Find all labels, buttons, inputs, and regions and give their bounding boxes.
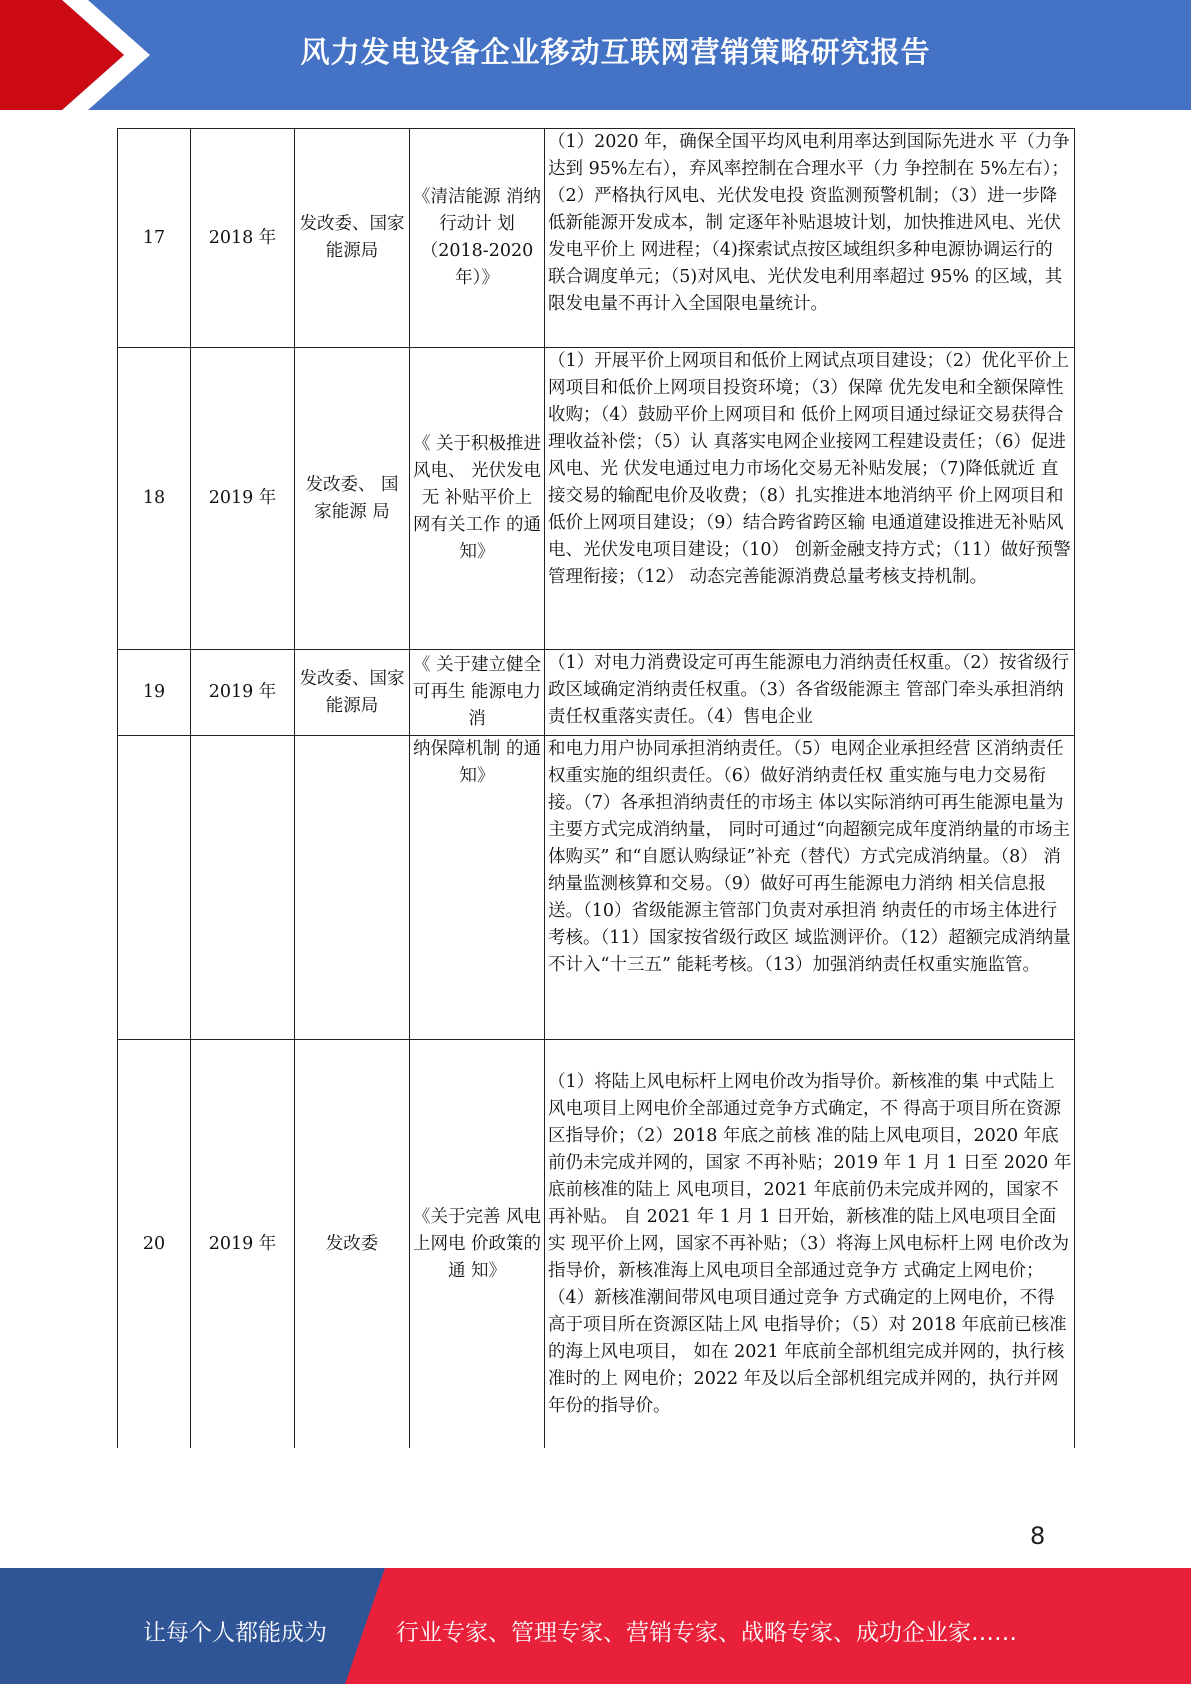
row-policy-title: 纳保障机制 的通知》	[410, 736, 545, 1040]
footer-slogan-right: 行业专家、管理专家、营销专家、战略专家、成功企业家……	[396, 1620, 1017, 1646]
table-row	[118, 348, 1075, 650]
table-row	[118, 736, 1075, 1040]
row-year: 2019 年	[191, 650, 295, 736]
row-policy-title: 《 关于积极推进风电、 光伏发电无 补贴平价上 网有关工作 的通知》	[410, 348, 545, 650]
row-year: 2018 年	[191, 129, 295, 348]
policy-table	[117, 128, 1074, 1448]
row-number: 18	[118, 348, 191, 650]
row-policy-title: 《清洁能源 消纳行动计 划（2018-2020 年）》	[410, 129, 545, 348]
row-year: 2019 年	[191, 1040, 295, 1449]
page-number: 8	[1030, 1522, 1046, 1550]
report-title: 风力发电设备企业移动互联网营销策略研究报告	[300, 35, 931, 69]
row-policy-content: （1）将陆上风电标杆上网电价改为指导价。新核准的集 中式陆上风电项目上网电价全部通过竞争方式确定，不 得高于项目所在资源区指导价；（2）2018 年底之前核 准的陆上风电项目，2020 年底前仍未完成并网的，国家 不再补贴；2019 年 1 月 1 日至 2020 年底前核准的陆上 风电项目，2021 年底前仍未完成并网的，国家不再补贴。 自 2021 年 1 月 1 日开始，新核准的陆上风电项目全面实 现平价上网，国家不再补贴；（3）将海上风电标杆上网 电价改为指导价，新核准海上风电项目全部通过竞争方 式确定上网电价；（4）新核准潮间带风电项目通过竞争 方式确定的上网电价，不得高于项目所在资源区陆上风 电指导价；（5）对 2018 年底前已核准的海上风电项目， 如在 2021 年底前全部机组完成并网的，执行核准时的上 网电价；2022 年及以后全部机组完成并网的，执行并网 年份的指导价。	[545, 1040, 1075, 1449]
row-number: 19	[118, 650, 191, 736]
page-footer	[0, 1568, 1191, 1684]
row-policy-title: 《关于完善 风电上网电 价政策的通 知》	[410, 1040, 545, 1449]
row-policy-title: 《 关于建立健全可再生 能源电力消	[410, 650, 545, 736]
table-row	[118, 1040, 1075, 1449]
row-number: 17	[118, 129, 191, 348]
row-policy-content: 和电力用户协同承担消纳责任。（5）电网企业承担经营 区消纳责任权重实施的组织责任。（6）做好消纳责任权 重实施与电力交易衔接。（7）各承担消纳责任的市场主 体以实际消纳可再生能源电量为主要方式完成消纳量， 同时可通过“向超额完成年度消纳量的市场主体购买” 和“自愿认购绿证”补充（替代）方式完成消纳量。（8） 消纳量监测核算和交易。（9）做好可再生能源电力消纳 相关信息报送。（10）省级能源主管部门负责对承担消 纳责任的市场主体进行考核。（11）国家按省级行政区 域监测评价。（12）超额完成消纳量不计入“十三五” 能耗考核。（13）加强消纳责任权重实施监管。	[545, 736, 1075, 1040]
page-header	[0, 0, 1191, 110]
row-agency: 发改委、国家能源局	[295, 650, 410, 736]
row-agency: 发改委	[295, 1040, 410, 1449]
row-agency	[295, 736, 410, 1040]
row-policy-content: （1）开展平价上网项目和低价上网试点项目建设；（2）优化平价上网项目和低价上网项目投资环境；（3）保障 优先发电和全额保障性收购；（4）鼓励平价上网项目和 低价上网项目通过绿证交易获得合理收益补偿；（5）认 真落实电网企业接网工程建设责任；（6）促进风电、光 伏发电通过电力市场化交易无补贴发展；（7)降低就近 直接交易的输配电价及收费；（8）扎实推进本地消纳平 价上网项目和低价上网项目建设；（9）结合跨省跨区输 电通道建设推进无补贴风电、光伏发电项目建设；（10） 创新金融支持方式；（11）做好预警管理衔接；（12） 动态完善能源消费总量考核支持机制。	[545, 348, 1075, 650]
row-year	[191, 736, 295, 1040]
table-row	[118, 650, 1075, 736]
row-number: 20	[118, 1040, 191, 1449]
row-year: 2019 年	[191, 348, 295, 650]
footer-slogan-left: 让每个人都能成为	[143, 1620, 327, 1646]
table-row	[118, 129, 1075, 348]
row-policy-content: （1）2020 年，确保全国平均风电利用率达到国际先进水 平（力争达到 95%左右），弃风率控制在合理水平（力 争控制在 5%左右）；（2）严格执行风电、光伏发电投 资监测预警机制；（3）进一步降低新能源开发成本，制 定逐年补贴退坡计划，加快推进风电、光伏发电平价上 网进程；（4)探索试点按区域组织多种电源协调运行的 联合调度单元；（5)对风电、光伏发电利用率超过 95% 的区域，其限发电量不再计入全国限电量统计。	[545, 129, 1075, 348]
row-agency: 发改委、 国家能源 局	[295, 348, 410, 650]
row-agency: 发改委、国家能源局	[295, 129, 410, 348]
row-policy-content: （1）对电力消费设定可再生能源电力消纳责任权重。（2）按省级行政区域确定消纳责任权重。（3）各省级能源主 管部门牵头承担消纳责任权重落实责任。（4）售电企业	[545, 650, 1075, 736]
row-number	[118, 736, 191, 1040]
